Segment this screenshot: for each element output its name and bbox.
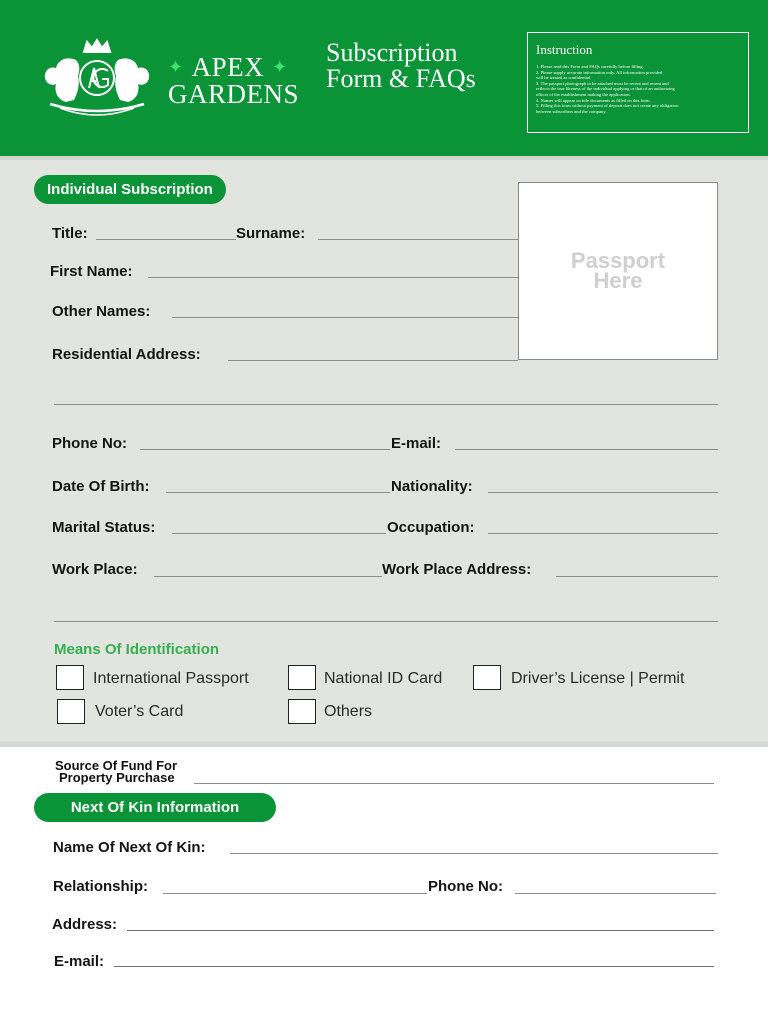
instruction-item: officer of the establishment making the application. — [536, 91, 631, 97]
passport-text-line2: Here — [593, 268, 643, 293]
occupation-label: Occupation: — [387, 519, 475, 536]
work-place-address-field-line2[interactable] — [54, 621, 718, 622]
other-names-label: Other Names: — [52, 303, 151, 320]
kin-phone-field[interactable] — [515, 893, 716, 894]
voters-card-checkbox[interactable] — [57, 699, 85, 724]
instruction-item: 3. The passport photograph to be attached must be recent and recent and — [536, 80, 669, 86]
passport-photo-box[interactable] — [518, 182, 718, 360]
instruction-item: between subscribers and the company. — [536, 108, 607, 114]
next-of-kin-name-field[interactable] — [230, 853, 718, 854]
instruction-heading: Instruction — [536, 42, 593, 57]
voters-card-label: Voter’s Card — [95, 703, 184, 720]
others-checkbox[interactable] — [288, 699, 316, 724]
work-place-address-field[interactable] — [556, 576, 718, 577]
next-of-kin-badge: Next Of Kin Information — [34, 793, 276, 822]
others-label: Others — [324, 703, 373, 720]
relationship-field[interactable] — [163, 893, 427, 894]
instruction-item: 1. Please read this Form and FAQs carefully before filling. — [536, 64, 644, 69]
kin-phone-label: Phone No: — [428, 878, 503, 895]
nationality-field[interactable] — [488, 492, 718, 493]
international-passport-checkbox[interactable] — [56, 665, 84, 690]
residential-address-label: Residential Address: — [52, 346, 201, 363]
national-id-label: National ID Card — [324, 670, 443, 687]
identification-heading: Means Of Identification — [54, 641, 220, 658]
kin-email-field[interactable] — [114, 966, 714, 967]
source-of-fund-line1: Source Of Fund For — [55, 758, 178, 773]
brand-line2: GARDENS — [168, 79, 300, 109]
sparkle-icon: ✦ — [272, 57, 288, 77]
work-place-label: Work Place: — [52, 561, 138, 578]
marital-status-field[interactable] — [172, 533, 386, 534]
drivers-license-label: Driver’s License | Permit — [511, 670, 685, 687]
relationship-label: Relationship: — [53, 878, 149, 895]
work-place-address-label: Work Place Address: — [382, 561, 532, 578]
header-banner — [0, 0, 768, 156]
email-field[interactable] — [455, 449, 718, 450]
section-divider — [0, 741, 768, 747]
kin-address-field[interactable] — [127, 930, 714, 931]
title-line1: Subscription — [326, 38, 458, 67]
first-name-field[interactable] — [148, 277, 518, 278]
phone-label: Phone No: — [52, 435, 127, 452]
brand-name — [168, 54, 299, 108]
occupation-field[interactable] — [488, 533, 718, 534]
instruction-item: reflects the true likeness of the individual applying or that of an authorizing — [536, 86, 675, 92]
drivers-license-checkbox[interactable] — [473, 665, 501, 690]
residential-address-field[interactable] — [228, 360, 518, 361]
surname-field[interactable] — [318, 239, 518, 240]
next-of-kin-name-label: Name Of Next Of Kin: — [53, 839, 206, 856]
title-label: Title: — [52, 225, 88, 242]
kin-address-label: Address: — [52, 916, 118, 933]
source-of-fund-field[interactable] — [194, 783, 714, 784]
title-field[interactable] — [96, 239, 236, 240]
passport-text-line1: Passport — [570, 248, 666, 273]
instruction-item: will be treated as confidential. — [536, 75, 592, 81]
passport-placeholder — [570, 248, 666, 293]
dob-label: Date Of Birth: — [52, 478, 150, 495]
individual-subscription-badge: Individual Subscription — [34, 175, 226, 204]
source-of-fund-line2: Property Purchase — [59, 770, 175, 785]
brand-line1: APEX — [191, 52, 265, 82]
instruction-item: 5. Filling this form without payment of deposit does not create any obligation — [536, 103, 679, 109]
nationality-label: Nationality: — [391, 478, 473, 495]
kin-email-label: E-mail: — [54, 953, 105, 970]
work-place-field[interactable] — [154, 576, 382, 577]
title-line2: Form & FAQs — [326, 64, 476, 93]
instruction-box — [527, 32, 749, 133]
surname-label: Surname: — [236, 225, 306, 242]
other-names-field[interactable] — [172, 317, 518, 318]
residential-address-field-line2[interactable] — [54, 404, 718, 405]
phone-field[interactable] — [140, 449, 390, 450]
document-title — [326, 40, 476, 92]
instruction-list — [536, 64, 740, 114]
source-of-fund-label — [55, 760, 177, 784]
dob-field[interactable] — [166, 492, 390, 493]
lion-crest-logo-icon — [36, 38, 158, 120]
international-passport-label: International Passport — [93, 670, 249, 687]
national-id-checkbox[interactable] — [288, 665, 316, 690]
instruction-item: 2. Please supply accurate information only. All information provided — [536, 69, 663, 75]
marital-status-label: Marital Status: — [52, 519, 156, 536]
sparkle-icon: ✦ — [168, 57, 184, 77]
first-name-label: First Name: — [50, 263, 133, 280]
email-label: E-mail: — [391, 435, 442, 452]
instruction-item: 4. Names will appear on title documents as filled on this form. — [536, 97, 651, 103]
